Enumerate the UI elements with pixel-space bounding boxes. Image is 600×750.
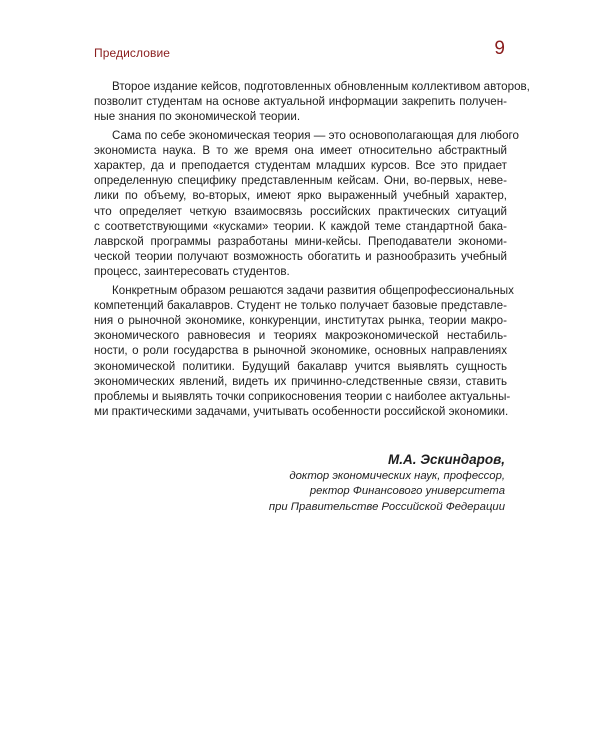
text-line: определенную специфику представленным кейсам. Они, во-первых, неве- (94, 174, 507, 188)
text-line: ные знания по экономической теории. (94, 110, 301, 124)
text-line: ния о рыночной экономике, конкуренции, институтах рынка, теории макро- (94, 314, 507, 328)
text-line: экономической политики. Будущий бакалавр учится выявлять сущность (94, 359, 507, 373)
paragraph-3 (94, 283, 514, 420)
author-title: доктор экономических наук, профессор, (289, 470, 505, 482)
text-line: экономического равновесия и теориях макроэкономической нестабиль- (94, 329, 507, 343)
author-name: М.А. Эскиндаров, (388, 452, 505, 467)
text-line: ческой теории получают возможность обогатить и разнообразить учебный (94, 250, 507, 264)
author-affiliation: при Правительстве Российской Федерации (268, 500, 505, 513)
text-line: процесс, заинтересовать студентов. (94, 265, 290, 279)
text-line: что определяет четкую взаимосвязь российских практических ситуаций (94, 204, 507, 218)
text-line: экономических явлений, видеть их причинно-следственные связи, ставить (94, 374, 507, 388)
text-line: экономиста наука. В то же время она имеет относительно абстрактный (94, 143, 507, 157)
text-line: Конкретным образом решаются задачи развития общепрофессиональных (112, 283, 514, 297)
text-line: с соответствующими «кусками» теории. К каждой теме стандартной бака- (94, 219, 507, 233)
text-line: характер, да и преподается студентам младших курсов. Все это придает (94, 159, 507, 173)
text-line: Второе издание кейсов, подготовленных обновленным коллективом авторов, (112, 80, 530, 93)
text-line: ми практическими задачами, учитывать особенности российской экономики. (94, 405, 509, 419)
page-number: 9 (494, 38, 505, 59)
paragraph-2 (94, 128, 519, 280)
author-position: ректор Финансового университета (309, 485, 505, 498)
text-line: позволит студентам на основе актуальной информации закрепить получен- (94, 95, 507, 109)
text-line: лаврской программы разработаны мини-кейсы. Преподаватели экономи- (94, 235, 507, 249)
text-line: компетенций бакалавров. Студент не только получает базовые представле- (94, 298, 507, 312)
text-line: Сама по себе экономическая теория — это основополагающая для любого (112, 128, 519, 142)
text-line: ности, о роли государства в рыночной экономике, основных направлениях (94, 344, 507, 358)
text-line: проблемы и выявлять точки соприкосновения теории с наиболее актуальны- (94, 390, 511, 404)
paragraph-1 (94, 79, 530, 125)
text-line: лики по объему, во-вторых, имеют ярко выраженный учебный характер, (94, 189, 507, 203)
running-header-section-title: Предисловие (94, 46, 171, 60)
body-text (94, 79, 530, 419)
author-signature (269, 451, 505, 515)
